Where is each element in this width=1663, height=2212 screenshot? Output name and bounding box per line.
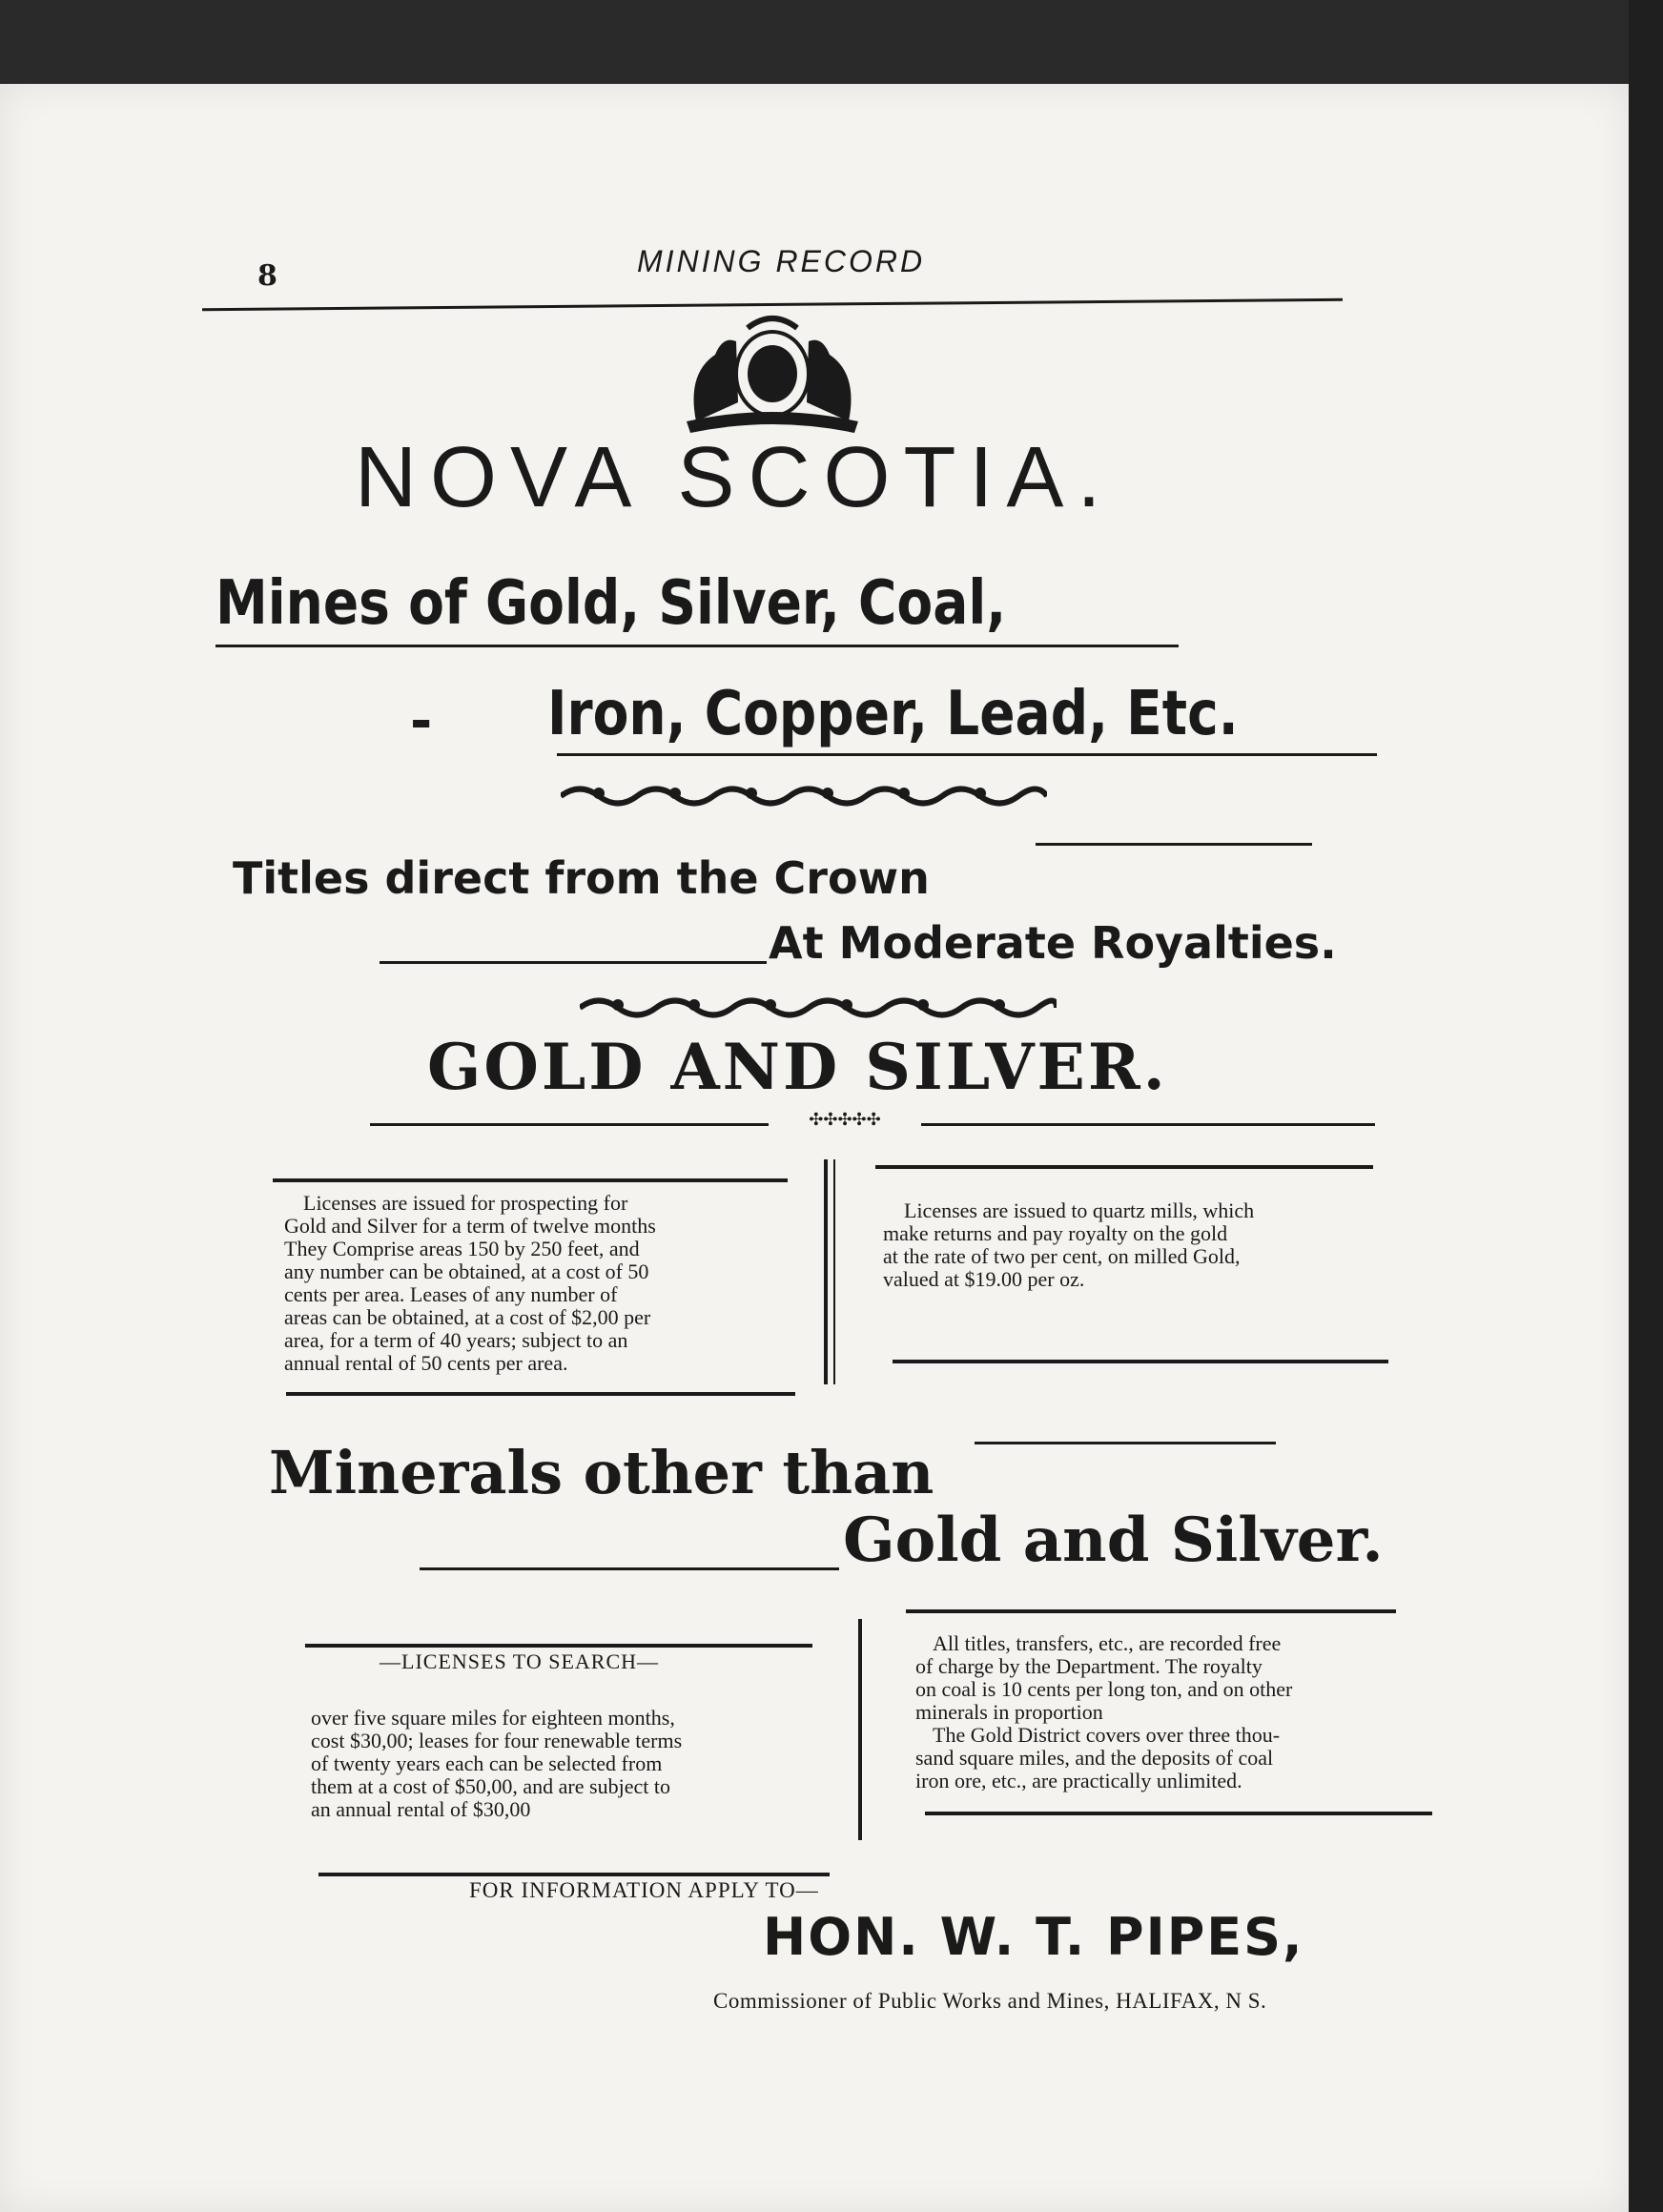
- gs-left-line: annual rental of 50 cents per area.: [284, 1351, 568, 1375]
- min-right-line: iron ore, etc., are practically unlimited.: [915, 1769, 1242, 1792]
- titles-line-2-rule: [380, 961, 767, 964]
- gs-right-bottom-rule: [893, 1360, 1388, 1363]
- gold-silver-heading: GOLD AND SILVER.: [427, 1030, 1168, 1104]
- page-number: 8: [257, 259, 277, 293]
- min-right-line: on coal is 10 cents per long ton, and on other: [915, 1677, 1293, 1701]
- gs-left-paragraph: [284, 1192, 799, 1375]
- min-right-line: of charge by the Department. The royalty: [915, 1654, 1263, 1678]
- gs-right-line: make returns and pay royalty on the gold: [883, 1221, 1228, 1245]
- minerals-line-1-rule: [975, 1442, 1276, 1444]
- small-ornament: ✣✣✣✣✣: [769, 1110, 921, 1129]
- contact-title: Commissioner of Public Works and Mines, HALIFAX, N S.: [713, 1989, 1267, 2013]
- minerals-line-2: Gold and Silver.: [843, 1505, 1384, 1576]
- title-line-1-rule: [216, 645, 1179, 647]
- gs-column-divider-2: [833, 1159, 835, 1384]
- titles-line-2: At Moderate Royalties.: [769, 917, 1337, 969]
- min-left-bottom-rule: [318, 1873, 830, 1876]
- gs-left-line: Gold and Silver for a term of twelve months: [284, 1214, 656, 1238]
- min-right-line: All titles, transfers, etc., are recorded free: [933, 1631, 1282, 1655]
- publication-title: MINING RECORD: [637, 244, 926, 278]
- title-line-2: Iron, Copper, Lead, Etc.: [547, 679, 1239, 749]
- min-right-bottom-rule: [925, 1812, 1432, 1815]
- minerals-line-1: Minerals other than: [269, 1438, 934, 1507]
- min-column-divider: [858, 1619, 862, 1840]
- apply-to-label: FOR INFORMATION APPLY TO—: [469, 1878, 819, 1902]
- gs-right-line: at the rate of two per cent, on milled Gold,: [883, 1244, 1241, 1268]
- gs-left-line: They Comprise areas 150 by 250 feet, and: [284, 1237, 640, 1260]
- gs-right-line: Licenses are issued to quartz mills, which: [904, 1198, 1255, 1222]
- contact-name: HON. W. T. PIPES,: [763, 1907, 1304, 1967]
- gs-left-line: area, for a term of 40 years; subject to an: [284, 1328, 628, 1352]
- min-left-line: over five square miles for eighteen months,: [311, 1706, 675, 1730]
- titles-line-1: Titles direct from the Crown: [233, 852, 930, 904]
- min-right-top-rule: [906, 1609, 1396, 1613]
- min-left-heading: —LICENSES TO SEARCH—: [380, 1649, 660, 1673]
- gs-right-top-rule: [875, 1165, 1373, 1169]
- royal-coat-of-arms-icon: [667, 307, 877, 437]
- gs-column-divider: [824, 1159, 828, 1384]
- title-line-1: Mines of Gold, Silver, Coal,: [216, 568, 1007, 639]
- gs-left-top-rule: [273, 1178, 788, 1182]
- minerals-line-2-rule: [420, 1567, 839, 1570]
- ornamental-flourish-icon: [561, 782, 1047, 810]
- title-line-2-dash: -: [410, 690, 433, 752]
- titles-line-1-rule: [1036, 843, 1312, 846]
- gs-right-line: valued at $19.00 per oz.: [883, 1267, 1085, 1291]
- min-left-paragraph: [311, 1707, 826, 1821]
- gs-left-line: areas can be obtained, at a cost of $2,00 per: [284, 1305, 651, 1329]
- gs-right-paragraph: [883, 1199, 1379, 1291]
- title-line-2-rule: [557, 753, 1377, 756]
- min-left-line: cost $30,00; leases for four renewable terms: [311, 1729, 683, 1752]
- min-right-line: minerals in proportion: [915, 1700, 1103, 1724]
- gs-left-line: cents per area. Leases of any number of: [284, 1282, 618, 1306]
- min-right-paragraph: [915, 1632, 1411, 1792]
- gs-left-line: any number can be obtained, at a cost of 50: [284, 1260, 649, 1283]
- min-left-top-rule: [305, 1644, 812, 1648]
- gs-left-line: Licenses are issued for prospecting for: [303, 1191, 628, 1215]
- min-left-line: an annual rental of $30,00: [311, 1797, 531, 1821]
- ornamental-flourish-icon: [580, 993, 1057, 1022]
- page-edge: [1629, 0, 1663, 2212]
- min-left-line: them at a cost of $50,00, and are subject to: [311, 1774, 670, 1798]
- gs-left-bottom-rule: [286, 1392, 795, 1396]
- min-right-line: sand square miles, and the deposits of coal: [915, 1746, 1274, 1770]
- min-right-line: The Gold District covers over three thou-: [933, 1723, 1281, 1747]
- min-left-line: of twenty years each can be selected from: [311, 1751, 663, 1775]
- main-title: NOVA SCOTIA.: [355, 430, 1115, 525]
